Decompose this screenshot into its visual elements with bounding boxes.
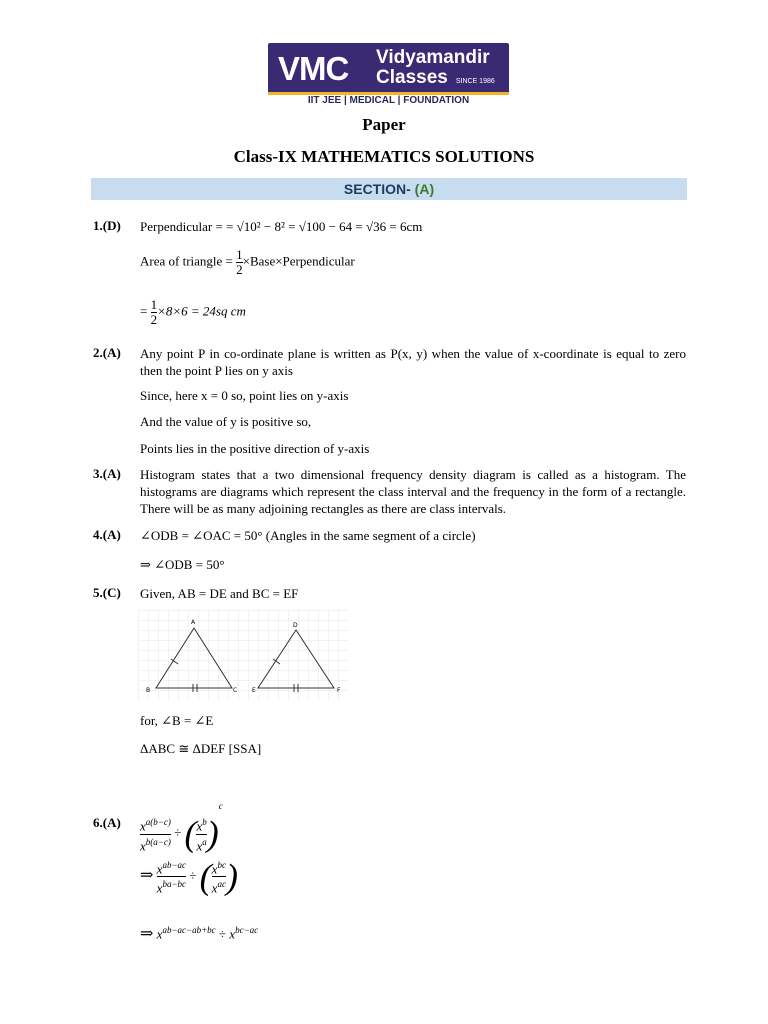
q6-expression-2: ⇒ $\frac{x^{ab-ac}}{x^{ba-bc}}$ ÷ ( $\frac{x^{bc}}{x^{ac}}$ ) — [140, 856, 238, 897]
q5-line-1: for, ∠B = ∠E — [140, 713, 214, 728]
q1-result-tail: ×8×6 = 24sq cm — [157, 303, 246, 319]
q4-line-1: ∠ODB = ∠OAC = 50° (Angles in the same segment of a circle) — [140, 528, 476, 543]
logo-tagline: IIT JEE | MEDICAL | FOUNDATION — [307, 95, 470, 106]
logo-brand: VMC — [278, 50, 349, 87]
section-header — [91, 178, 687, 200]
vertex-b-label: B — [146, 687, 151, 694]
congruent-triangles-figure — [138, 610, 348, 700]
q5-line-2: ΔABC ≅ ΔDEF [SSA] — [140, 741, 262, 756]
q4-line-2: ⇒ ∠ODB = 50° — [140, 557, 225, 572]
question-number-5: 5.(C) — [93, 585, 121, 600]
question-number-4: 4.(A) — [93, 527, 121, 542]
question-number-2: 2.(A) — [93, 345, 121, 360]
page-title: Paper — [362, 115, 406, 134]
half-fraction-2: $\frac{1}{2}$ — [150, 297, 158, 327]
q3-paragraph: Histogram states that a two dimensional frequency density diagram is called as a histogram. The histograms are diagrams which represent the class interval and the frequency in the form of a rectangle. There will be as many adjoining rectangles as there are class intervals. — [140, 467, 686, 516]
logo-text — [376, 48, 495, 88]
half-fraction: $\frac{1}{2}$ — [236, 247, 243, 277]
vertex-e-label: E — [252, 687, 256, 694]
q6-expression-3: ⇒ $x^{ab-ac-ab+bc} \div x^{bc-ac}$ — [140, 925, 259, 943]
vertex-a-label: A — [191, 619, 196, 626]
logo-name: Vidyamandir — [376, 47, 490, 68]
logo-classes: Classes — [376, 67, 448, 88]
vertex-f-label: F — [337, 687, 341, 694]
q1-area-label: Area of triangle = — [140, 253, 233, 269]
vertex-c-label: C — [233, 687, 238, 694]
q5-given: Given, AB = DE and BC = EF — [140, 586, 299, 601]
question-number-1: 1.(D) — [93, 218, 121, 233]
page-subtitle: Class-IX MATHEMATICS SOLUTIONS — [233, 147, 535, 166]
q2-paragraph-4: Points lies in the positive direction of y-axis — [140, 441, 370, 456]
q2-paragraph-3: And the value of y is positive so, — [140, 414, 312, 429]
q1-area-line — [140, 248, 355, 277]
logo-since: SINCE 1986 — [455, 78, 495, 85]
q6-expression-1: $\frac{x^{a(b-c)}}{x^{b(a-c)}}$ ÷ ( $\frac{x^b}{x^a}$ )$^c$ — [140, 801, 223, 854]
question-number-3: 3.(A) — [93, 466, 121, 481]
vertex-d-label: D — [293, 622, 298, 629]
q2-paragraph-2: Since, here x = 0 so, point lies on y-axis — [140, 388, 349, 403]
q1-result-line: = $\frac{1}{2}$ ×8×6 = 24sq cm — [140, 297, 246, 327]
section-label: SECTION- — [343, 181, 415, 197]
question-number-6: 6.(A) — [93, 815, 121, 830]
q2-paragraph-1: Any point P in co-ordinate plane is written as P(x, y) when the value of x-coordinate is equal to zero then the point P lies on y axis — [140, 346, 686, 378]
section-letter: (A) — [414, 181, 435, 197]
vmc-logo — [268, 43, 509, 95]
q1-area-tail: ×Base×Perpendicular — [242, 253, 355, 269]
q1-perpendicular-line: Perpendicular = = √10² − 8² = √100 − 64 = √36 = 6cm — [140, 219, 423, 234]
